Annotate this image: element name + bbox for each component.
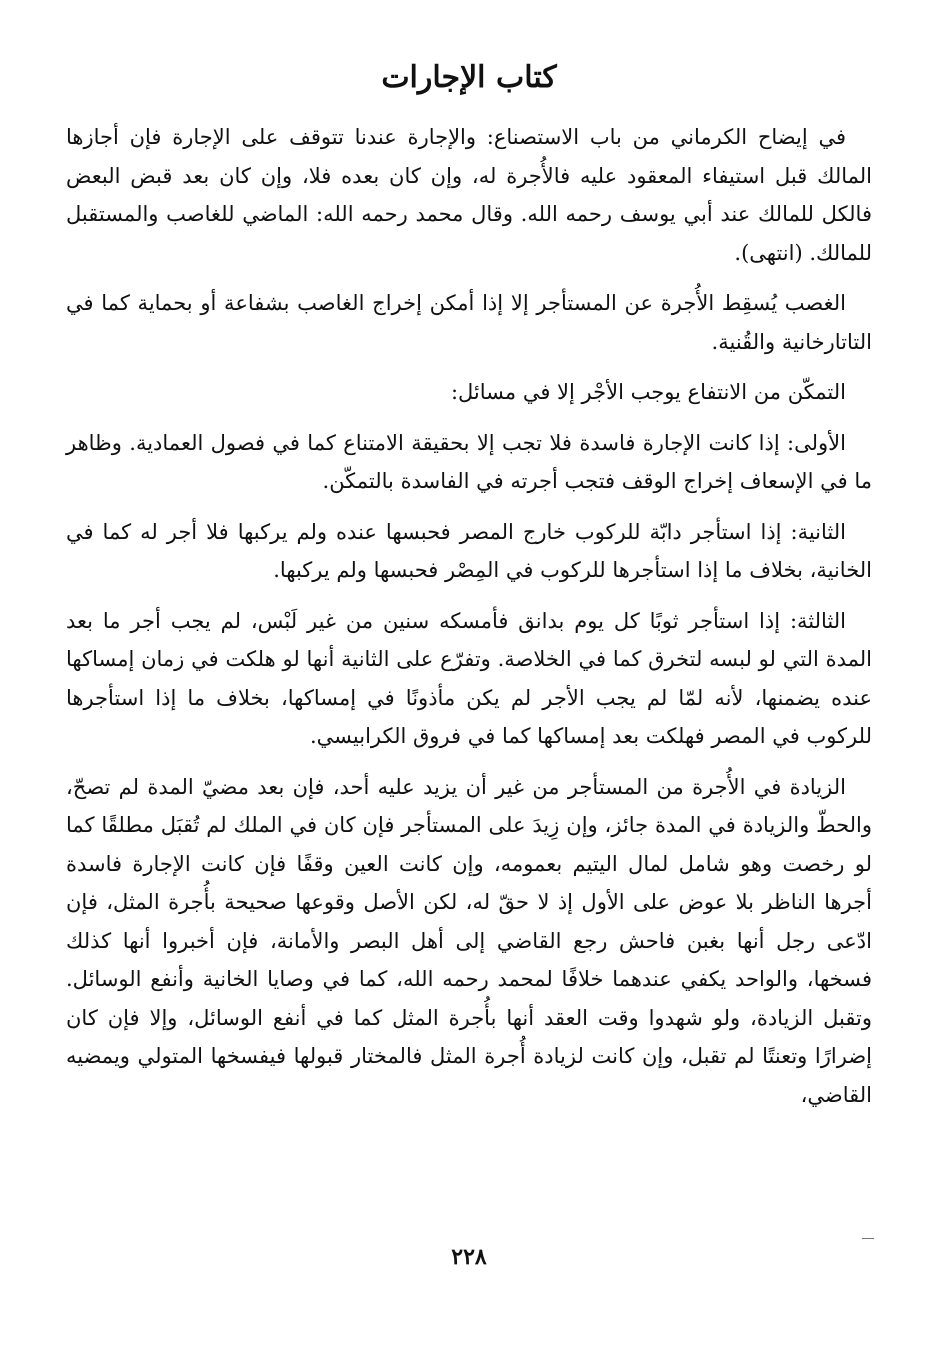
paragraph-7: الزيادة في الأُجرة من المستأجر من غير أن يزيد عليه أحد، فإن بعد مضيّ المدة لم تصحّ، والحطّ والزيادة في المدة جائز، وإن زِيدَ على المستأجر فإن كان في الملك لم تُقبَل مطلقًا كما لو رخصت وهو شامل لمال اليتيم بعمومه، وإن كانت العين وقفًا فإن كانت الإجارة فاسدة أجرها الناظر بلا عوض على الأول إذ لا حقّ له، لكن الأصل وقوعها صحيحة بأُجرة المثل، فإن ادّعى رجل أنها بغبن فاحش رجع القاضي إلى أهل البصر والأمانة، فإن أخبروا أنها كذلك فسخها، والواحد يكفي عندهما خلافًا لمحمد رحمه الله، كما في وصايا الخانية وأنفع الوسائل. وتقبل الزيادة، ولو شهدوا وقت العقد أنها بأُجرة المثل كما في أنفع الوسائل، وإلا فإن كان إضرارًا وتعنتًا لم تقبل، وإن كانت لزيادة أُجرة المثل فالمختار قبولها فيفسخها المتولي ويمضيه القاضي،	[66, 774, 872, 1107]
page-number: ٢٢٨	[451, 1244, 487, 1270]
paragraph-3: التمكّن من الانتفاع يوجب الأجْر إلا في مسائل:	[450, 380, 846, 404]
paragraph-1: في إيضاح الكرماني من باب الاستصناع: والإجارة عندنا تتوقف على الإجارة فإن أجازها المالك قبل استيفاء المعقود عليه فالأُجرة له، وإن كان بعده فلا، وإن كان بعد قبض البعض فالكل للمالك عند أبي يوسف رحمه الله. وقال محمد رحمه الله: الماضي للغاصب والمستقبل للمالك. (انتهى).	[66, 125, 872, 265]
paragraph-4: الأولى: إذا كانت الإجارة فاسدة فلا تجب إلا بحقيقة الامتناع كما في فصول العمادية. وظاهر ما في الإسعاف إخراج الوقف فتجب أجرته في الفاسدة بالتمكّن.	[66, 430, 872, 493]
margin-mark	[862, 1238, 874, 1239]
page-title: كتاب الإجارات	[381, 60, 557, 95]
paragraph-5: الثانية: إذا استأجر دابّة للركوب خارج المصر فحبسها عنده ولم يركبها فلا أجر له كما في الخانية، بخلاف ما إذا استأجرها للركوب في المِصْر فحبسها ولم يركبها.	[66, 519, 872, 582]
paragraph-2: الغصب يُسقِط الأُجرة عن المستأجر إلا إذا أمكن إخراج الغاصب بشفاعة أو بحماية كما في التاتارخانية والقُنية.	[66, 291, 872, 354]
paragraph-6: الثالثة: إذا استأجر ثوبًا كل يوم بدانق فأمسكه سنين من غير لَبْس، لم يجب أجر ما بعد المدة التي لو لبسه لتخرق كما في الخلاصة. وتفرّع على الثانية أنها لو هلكت في زمان إمساكها عنده يضمنها، لأنه لمّا لم يجب الأجر لم يكن مأذونًا في إمساكها، بخلاف ما إذا استأجرها للركوب في المصر فهلكت بعد إمساكها كما في فروق الكرابيسي.	[66, 608, 872, 748]
